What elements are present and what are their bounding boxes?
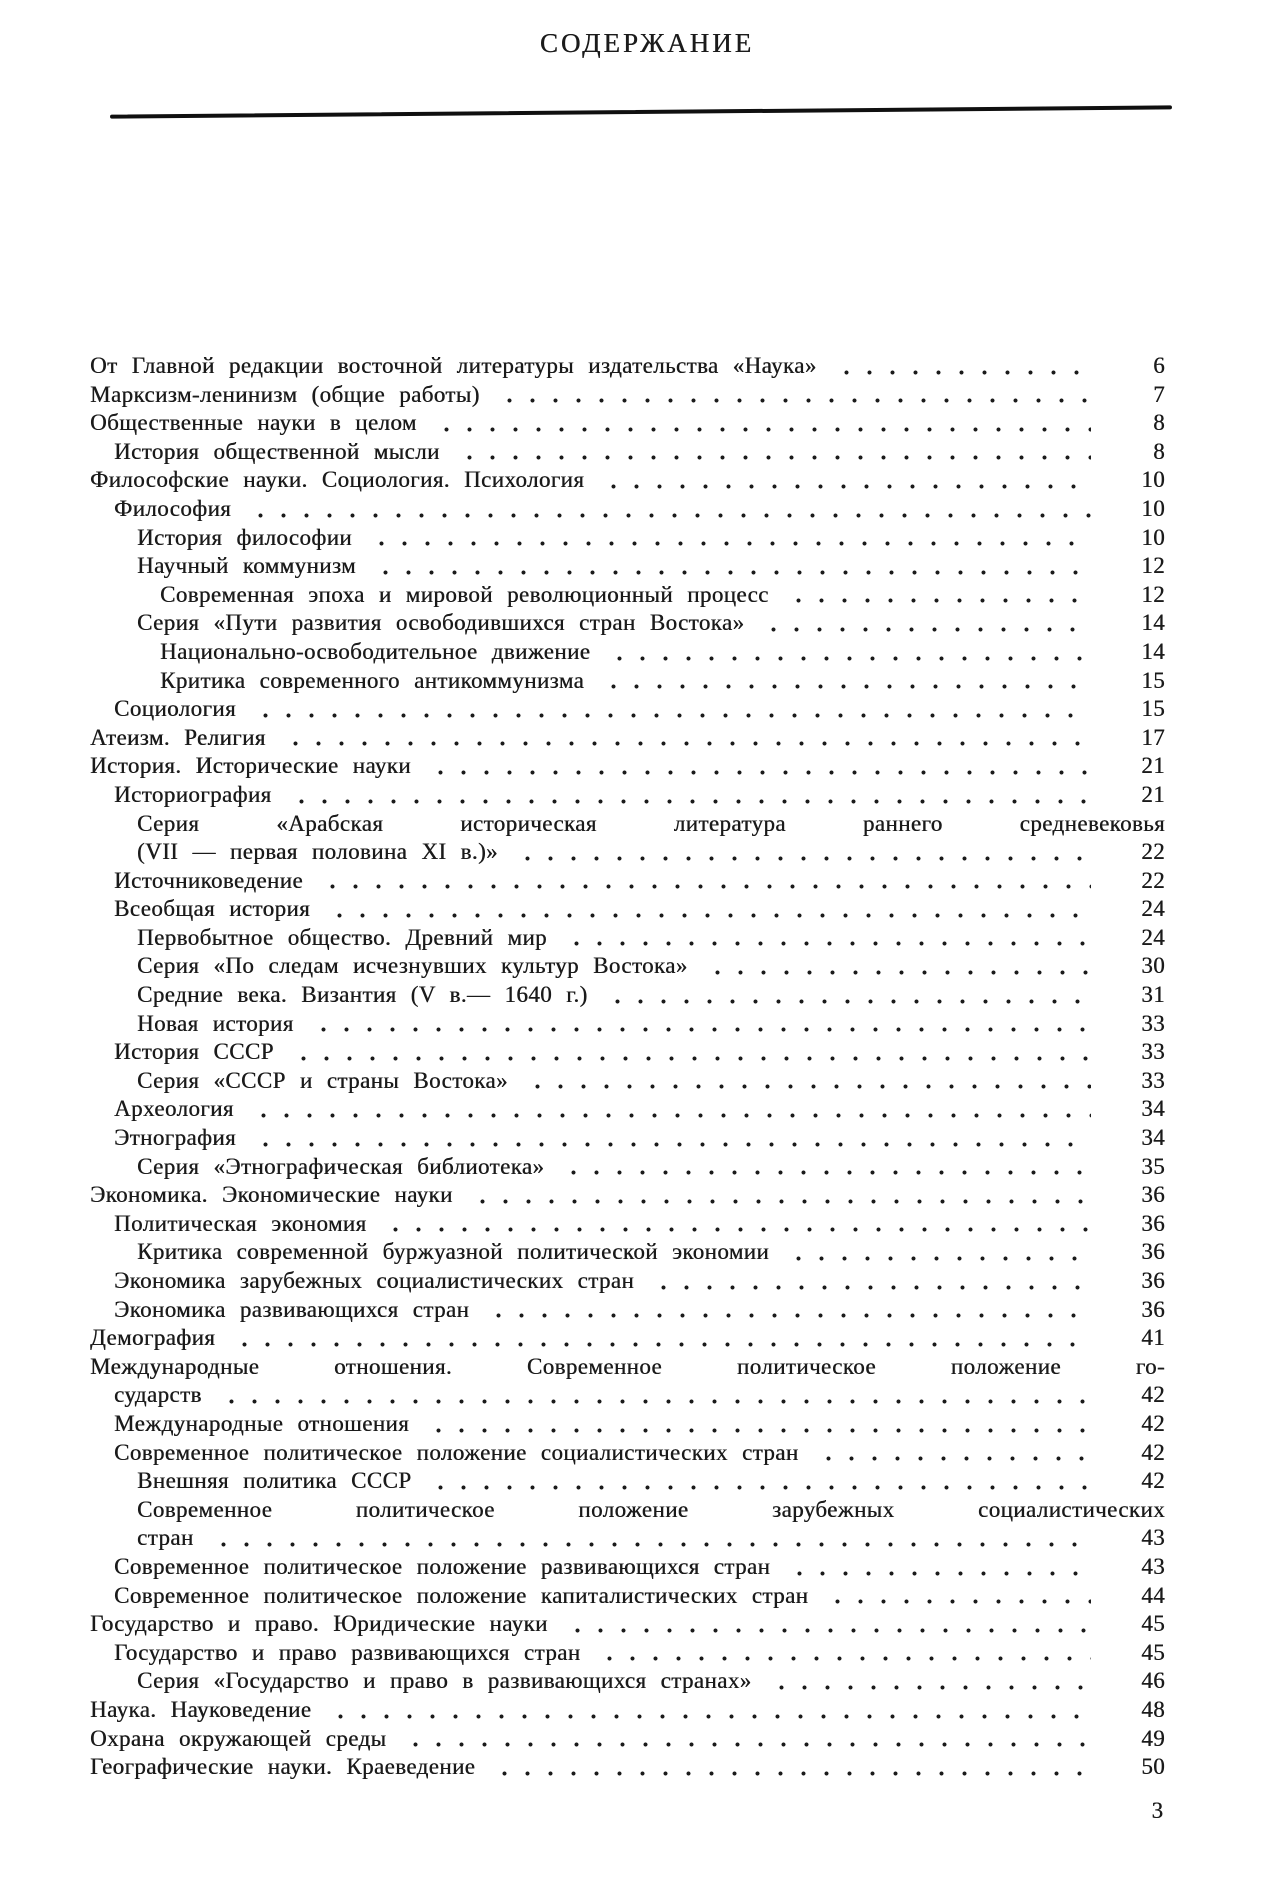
toc-entry-text: Государство и право. Юридические науки — [90, 1611, 548, 1637]
toc-entry-text: Критика современного антикоммунизма — [160, 667, 585, 693]
toc-page-number: 22 — [1141, 867, 1165, 893]
dot-leader — [450, 438, 1091, 467]
toc-page-number: 35 — [1141, 1153, 1165, 1179]
page-folio-number: 3 — [1151, 1798, 1163, 1823]
dot-leader — [780, 1553, 1091, 1582]
toc-page-number: 41 — [1141, 1325, 1165, 1351]
toc-entry-text: (VII — первая половина XI в.)» — [137, 839, 498, 865]
toc-entry-text: Внешняя политика СССР — [137, 1468, 412, 1494]
toc-entry-text: От Главной редакции восточной литературы издательства «Наука» — [90, 353, 817, 378]
toc-page-number: 8 — [1153, 438, 1165, 464]
toc-row — [90, 1524, 1165, 1553]
toc-page-number: 42 — [1141, 1468, 1165, 1494]
toc-row — [90, 1353, 1165, 1382]
toc-row — [90, 638, 1165, 667]
dot-leader — [762, 1667, 1091, 1696]
toc-entry-text: Научный коммунизм — [137, 553, 356, 579]
dot-leader — [554, 1153, 1091, 1182]
toc-entry-text: Социология — [114, 696, 236, 722]
toc-row — [90, 1753, 1165, 1782]
toc-row — [90, 1496, 1165, 1525]
dot-leader — [246, 695, 1091, 724]
toc-entry-text: История. Исторические науки — [90, 753, 411, 779]
toc-entry-text: Серия «Арабская историческая литература раннего средневековья — [137, 810, 1165, 836]
toc-row — [90, 895, 1165, 924]
toc-row — [90, 1467, 1165, 1496]
toc-page-number: 43 — [1141, 1525, 1165, 1551]
toc-page-number: 12 — [1141, 581, 1165, 607]
toc-entry-text: Археология — [114, 1096, 234, 1122]
toc-entry-text: Географические науки. Краеведение — [90, 1754, 476, 1780]
toc-row — [90, 1667, 1165, 1696]
toc-page-number: 21 — [1141, 781, 1165, 807]
toc-entry-text: Современное политическое положение капиталистических стран — [114, 1582, 809, 1608]
toc-page-number: 10 — [1141, 495, 1165, 521]
dot-leader — [809, 1439, 1091, 1468]
toc-page-number: 43 — [1141, 1553, 1165, 1579]
toc-row — [90, 438, 1165, 467]
toc-entry-text: Современное политическое положение зарубежных социалистических — [137, 1496, 1165, 1522]
dot-leader — [304, 1010, 1091, 1039]
toc-page-number: 36 — [1141, 1268, 1165, 1293]
toc-row — [90, 724, 1165, 753]
toc-row — [90, 1181, 1165, 1210]
dot-leader — [396, 1725, 1091, 1754]
toc-row — [90, 924, 1165, 953]
toc-entry-text: Серия «По следам исчезнувших культур Востока» — [137, 953, 688, 979]
dot-leader — [594, 667, 1091, 696]
toc-page-number: 21 — [1141, 753, 1165, 779]
toc-page-number: 42 — [1141, 1439, 1165, 1465]
dot-leader — [644, 1267, 1091, 1296]
toc-page-number: 15 — [1141, 667, 1165, 693]
toc-row — [90, 1553, 1165, 1582]
toc-row — [90, 1410, 1165, 1439]
dot-leader — [366, 552, 1091, 581]
dot-leader — [376, 1210, 1091, 1239]
dot-leader — [320, 895, 1091, 924]
toc-entry-text: Современная эпоха и мировой революционный процесс — [160, 581, 769, 607]
toc-row — [90, 1696, 1165, 1725]
toc-page-number: 44 — [1141, 1582, 1165, 1608]
toc-row — [90, 867, 1165, 896]
toc-row — [90, 1095, 1165, 1124]
toc-page-number: 33 — [1141, 1010, 1165, 1036]
toc-entry-text: Новая история — [137, 1010, 294, 1036]
dot-leader — [244, 1095, 1091, 1124]
dot-leader — [600, 638, 1091, 667]
toc-entry-text: Государство и право развивающихся стран — [114, 1639, 581, 1665]
toc-row — [90, 524, 1165, 553]
toc-entry-text: Политическая экономия — [114, 1210, 367, 1236]
dot-leader — [590, 1639, 1091, 1668]
dot-leader — [779, 581, 1091, 610]
toc-row — [90, 1725, 1165, 1754]
toc-page-number: 46 — [1141, 1668, 1165, 1694]
toc-row — [90, 1610, 1165, 1639]
toc-page-number: 15 — [1141, 696, 1165, 722]
toc-page-number: 17 — [1141, 724, 1165, 750]
toc-page-number: 8 — [1153, 410, 1165, 436]
toc-page-number: 24 — [1141, 924, 1165, 950]
toc-entry-text: Историография — [114, 781, 272, 807]
toc-row — [90, 1210, 1165, 1239]
toc-row — [90, 1639, 1165, 1668]
toc-page-number: 14 — [1141, 638, 1165, 664]
dot-leader — [518, 1067, 1091, 1096]
toc-row — [90, 352, 1165, 381]
toc-page-number: 14 — [1141, 610, 1165, 636]
dot-leader — [818, 1582, 1091, 1611]
toc-page-number: 6 — [1153, 353, 1165, 378]
toc-row — [90, 1324, 1165, 1353]
dot-leader — [557, 924, 1091, 953]
toc-entry-text: Экономика развивающихся стран — [114, 1296, 470, 1322]
dot-leader — [362, 524, 1091, 553]
toc-entry-text: Экономика зарубежных социалистических стран — [114, 1268, 635, 1293]
toc-entry-text: Марксизм-ленинизм (общие работы) — [90, 381, 480, 407]
dot-leader — [558, 1610, 1091, 1639]
toc-entry-text: Серия «СССР и страны Востока» — [137, 1067, 508, 1093]
toc-entry-text: Охрана окружающей среды — [90, 1725, 387, 1751]
toc-row — [90, 1038, 1165, 1067]
toc-entry-text: Международные отношения — [114, 1410, 410, 1436]
toc-page-number: 42 — [1141, 1382, 1165, 1408]
toc-row — [90, 1124, 1165, 1153]
toc-entry-text: Современное политическое положение развивающихся стран — [114, 1553, 771, 1579]
toc-entry-text: стран — [137, 1525, 194, 1551]
toc-row — [90, 381, 1165, 410]
toc-page-number: 10 — [1141, 467, 1165, 493]
toc-row — [90, 1067, 1165, 1096]
toc-entry-text: История философии — [137, 524, 352, 550]
toc-row — [90, 1439, 1165, 1468]
toc-page-number: 48 — [1141, 1696, 1165, 1722]
toc-row — [90, 810, 1165, 839]
toc-page-number: 42 — [1141, 1410, 1165, 1436]
toc-page-number: 30 — [1141, 953, 1165, 979]
dot-leader — [827, 352, 1091, 381]
toc-page-number: 33 — [1141, 1067, 1165, 1093]
dot-leader — [212, 1381, 1091, 1410]
toc-entry-text: Философские науки. Социология. Психология — [90, 467, 585, 493]
toc-row — [90, 667, 1165, 696]
toc-entry-text: История СССР — [114, 1039, 274, 1065]
toc-row — [90, 409, 1165, 438]
toc-row — [90, 1267, 1165, 1296]
dot-leader — [508, 838, 1091, 867]
toc-page-number: 31 — [1141, 982, 1165, 1008]
toc-row — [90, 552, 1165, 581]
toc-page-number: 36 — [1141, 1182, 1165, 1208]
toc-entry-text: Экономика. Экономические науки — [90, 1182, 453, 1208]
toc-entry-text: Серия «Этнографическая библиотека» — [137, 1153, 545, 1179]
dot-leader — [779, 1238, 1091, 1267]
dot-leader — [225, 1324, 1091, 1353]
toc-page-number: 45 — [1141, 1611, 1165, 1637]
dot-leader — [421, 752, 1091, 781]
dot-leader — [276, 724, 1091, 753]
toc-entry-text: Международные отношения. Современное политическое положение го- — [90, 1353, 1165, 1379]
toc-page-number: 36 — [1141, 1239, 1165, 1265]
dot-leader — [204, 1524, 1091, 1553]
toc-row — [90, 838, 1165, 867]
dot-leader — [485, 1753, 1091, 1782]
dot-leader — [284, 1038, 1091, 1067]
dot-leader — [594, 466, 1091, 495]
toc-entry-text: Серия «Государство и право в развивающихся странах» — [137, 1668, 752, 1694]
dot-leader — [698, 952, 1091, 981]
toc-entry-text: Наука. Науковедение — [90, 1696, 312, 1722]
toc-row — [90, 1010, 1165, 1039]
toc-entry-text: Национально-освободительное движение — [160, 638, 591, 664]
dot-leader — [427, 409, 1091, 438]
toc-entry-text: Демография — [90, 1325, 216, 1351]
toc-entry-text: Критика современной буржуазной политической экономии — [137, 1239, 770, 1265]
toc-page-number: 24 — [1141, 896, 1165, 922]
toc-row — [90, 1153, 1165, 1182]
dot-leader — [282, 781, 1091, 810]
toc-row — [90, 1582, 1165, 1611]
dot-leader — [479, 1296, 1091, 1325]
toc-page-number: 50 — [1141, 1754, 1165, 1780]
toc-row — [90, 495, 1165, 524]
toc-page-number: 49 — [1141, 1725, 1165, 1751]
toc-row — [90, 781, 1165, 810]
toc-row — [90, 1381, 1165, 1410]
toc-row — [90, 695, 1165, 724]
toc-page-number: 36 — [1141, 1296, 1165, 1322]
toc-entry-text: сударств — [114, 1382, 202, 1408]
toc-row — [90, 466, 1165, 495]
toc-page-number: 12 — [1141, 553, 1165, 579]
toc-entry-text: Первобытное общество. Древний мир — [137, 924, 547, 950]
dot-leader — [463, 1181, 1091, 1210]
toc-page-number: 33 — [1141, 1039, 1165, 1065]
dot-leader — [313, 867, 1091, 896]
dot-leader — [241, 495, 1091, 524]
dot-leader — [419, 1410, 1091, 1439]
toc-page-number: 22 — [1141, 839, 1165, 865]
toc-row — [90, 1296, 1165, 1325]
toc-row — [90, 752, 1165, 781]
toc-page-number: 36 — [1141, 1210, 1165, 1236]
toc-entry-text: Серия «Пути развития освободившихся стран Востока» — [137, 610, 745, 636]
title-rule — [110, 105, 1172, 118]
toc-row — [90, 581, 1165, 610]
toc-row — [90, 609, 1165, 638]
toc-page-number: 34 — [1141, 1096, 1165, 1122]
dot-leader — [754, 609, 1091, 638]
toc-page-number: 34 — [1141, 1125, 1165, 1151]
toc-entry-text: Этнография — [114, 1125, 236, 1151]
toc-entry-text: Средние века. Византия (V в.— 1640 г.) — [137, 982, 588, 1008]
toc-page-number: 10 — [1141, 524, 1165, 550]
toc-page-number: 7 — [1153, 381, 1165, 407]
toc-entry-text: Всеобщая история — [114, 896, 311, 922]
toc-row — [90, 981, 1165, 1010]
toc-entry-text: Атеизм. Религия — [90, 724, 266, 750]
page-title: СОДЕРЖАНИЕ — [539, 28, 755, 58]
dot-leader — [246, 1124, 1091, 1153]
dot-leader — [598, 981, 1091, 1010]
dot-leader — [421, 1467, 1091, 1496]
toc-entry-text: Современное политическое положение социалистических стран — [114, 1439, 799, 1465]
toc-entry-text: Общественные науки в целом — [90, 410, 417, 436]
toc-page-number: 45 — [1141, 1639, 1165, 1665]
toc-entry-text: Философия — [114, 495, 232, 521]
toc-list — [90, 352, 1165, 1782]
dot-leader — [490, 381, 1091, 410]
dot-leader — [321, 1696, 1091, 1725]
toc-row — [90, 1238, 1165, 1267]
toc-entry-text: История общественной мысли — [114, 438, 440, 464]
toc-row — [90, 952, 1165, 981]
toc-entry-text: Источниковедение — [114, 867, 303, 893]
